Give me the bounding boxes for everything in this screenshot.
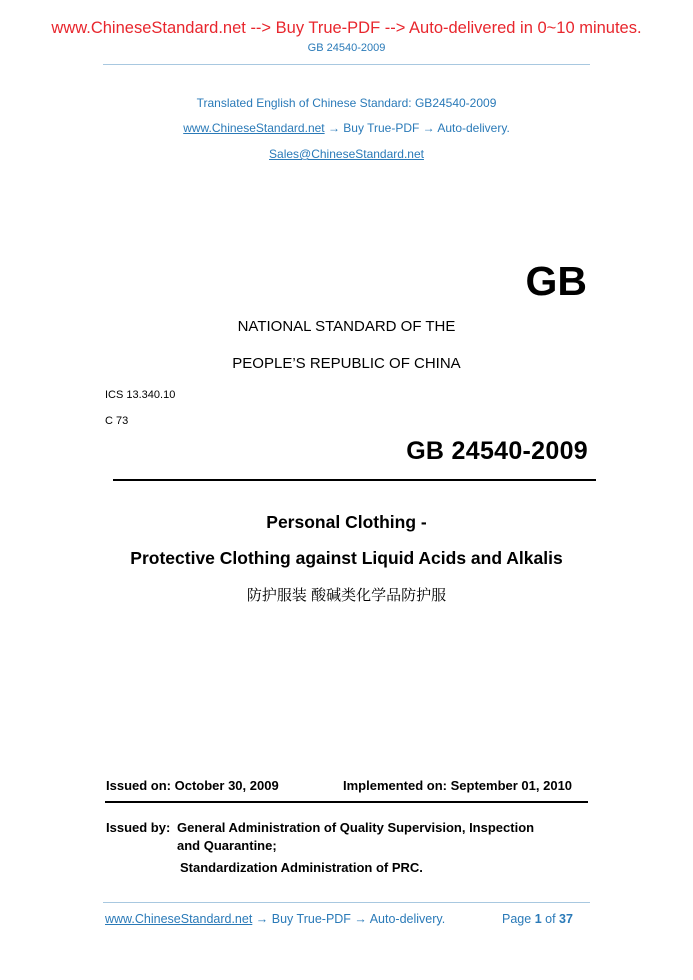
title-line2: Protective Clothing against Liquid Acids and Alkalis [130,548,563,568]
page-indicator [502,912,573,926]
header-divider [103,64,590,65]
standard-number: GB 24540-2009 [406,437,588,465]
page-number: 1 [534,912,542,926]
chinesestandard-link[interactable]: www.ChineseStandard.net [183,121,325,135]
top-banner[interactable]: www.ChineseStandard.net --> Buy True-PDF --> Auto-delivered in 0~10 minutes. [51,19,642,37]
issuer-line3: Standardization Administration of PRC. [180,860,423,875]
translation-note: Translated English of Chinese Standard: GB24540-2009 [196,96,497,110]
title-chinese: 防护服装 酸碱类化学品防护服 [246,587,447,604]
national-standard-line2: PEOPLE’S REPUBLIC OF CHINA [232,355,461,372]
issuer-line2: and Quarantine; [177,838,277,853]
page-total: 37 [559,912,573,926]
ics-code: ICS 13.340.10 [105,389,176,401]
footer-divider [103,902,590,903]
gb-mark: GB [525,258,587,304]
issued-by-label: Issued by: [106,820,171,835]
sales-email-line [0,147,693,161]
header-standard-code: GB 24540-2009 [307,42,386,54]
title-line1: Personal Clothing - [266,512,427,532]
page-label: Page [502,912,532,926]
promo-link-line [0,121,693,135]
dates-divider [105,801,588,803]
footer-promo-text: → Buy True-PDF → Auto-delivery. [252,912,446,926]
promo-text: → Buy True-PDF → Auto-delivery. [324,121,510,135]
of-label: of [545,912,556,926]
issuer-line1: General Administration of Quality Supervision, Inspection [177,820,535,835]
footer-promo [105,912,445,926]
sales-email-link[interactable]: Sales@ChineseStandard.net [269,147,424,161]
national-standard-line1: NATIONAL STANDARD OF THE [237,318,456,335]
issued-date: Issued on: October 30, 2009 [106,778,279,793]
title-divider [113,479,596,481]
footer-chinesestandard-link[interactable]: www.ChineseStandard.net [105,912,253,926]
implemented-date: Implemented on: September 01, 2010 [343,778,573,793]
ccs-code: C 73 [105,415,129,427]
